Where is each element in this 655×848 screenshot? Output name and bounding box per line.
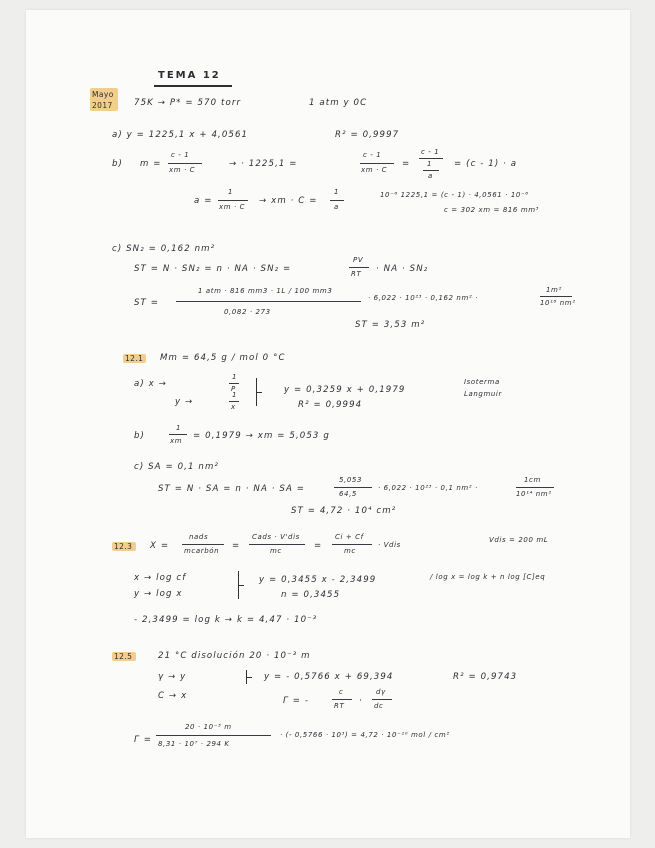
line-st-na: · NA · SN₂ — [376, 264, 429, 274]
frac-num: PV — [353, 256, 364, 264]
exercise-number: 12.1 — [125, 354, 144, 363]
line-a-r2: R² = 0,9997 — [335, 130, 400, 140]
frac-den: mcarbón — [184, 547, 220, 555]
line-xm-result: = 0,1979 → xm = 5,053 g — [193, 431, 330, 441]
frac-bar — [516, 487, 554, 488]
frac-bar — [540, 296, 572, 297]
frac-den: 0,082 · 273 — [224, 308, 271, 316]
line-r2: R² = 0,9994 — [298, 400, 363, 410]
frac-num: 1 — [176, 424, 182, 432]
line-st-sa: ST = N · SA = n · NA · SA = — [158, 484, 306, 494]
frac-num: 1cm — [524, 476, 541, 484]
equals: = — [402, 159, 411, 169]
line-y-log: y → log x — [134, 589, 183, 599]
frac-den: 1 — [427, 160, 433, 168]
line-b-label: b) — [112, 159, 124, 169]
frac-den: a — [334, 203, 339, 211]
frac-num: 1 atm · 816 mm3 · 1L / 100 mm3 — [198, 287, 333, 295]
title-underline — [154, 85, 232, 87]
frac-num: 1 — [232, 373, 238, 381]
line-temp: 21 °C disolución 20 · 10⁻³ m — [158, 651, 311, 661]
line-gibbs-reg: y = - 0,5766 x + 69,394 — [264, 672, 394, 682]
frac-den: RT — [351, 270, 362, 278]
line-gamma-label: Γ = — [134, 735, 153, 745]
line-freundlich-reg: y = 0,3455 x - 2,3499 — [259, 575, 377, 585]
line-n: n = 0,3455 — [281, 590, 341, 600]
line-c-calc: 10⁻⁶ 1225,1 = (c - 1) · 4,0561 · 10⁻⁶ — [380, 191, 529, 199]
line-x-eq: X = — [150, 541, 170, 551]
frac-den: xm · C — [219, 203, 246, 211]
line-b-label: b) — [134, 431, 146, 441]
frac-den: P — [231, 385, 236, 393]
line-conditions: 75K → P* = 570 torr — [134, 98, 242, 108]
frac-den: 64,5 — [339, 490, 357, 498]
frac-bar — [372, 699, 392, 700]
frac-bar — [229, 383, 239, 384]
line-c-result: c = 302 xm = 816 mm³ — [444, 206, 540, 214]
line-pressure: 1 atm y 0C — [309, 98, 368, 108]
frac-bar — [218, 200, 248, 201]
brace — [256, 378, 257, 406]
line-sa: c) SA = 0,1 nm² — [134, 462, 219, 472]
brace — [246, 670, 247, 684]
note-vdis: Vdis = 200 mL — [489, 536, 549, 544]
line-gibbs-r2: R² = 0,9743 — [453, 672, 518, 682]
equals: = — [314, 541, 323, 551]
line-k: - 2,3499 = log k → k = 4,47 · 10⁻³ — [134, 615, 318, 625]
frac-num: c — [339, 688, 344, 696]
line-y-axis: y → — [175, 397, 194, 407]
frac-bar — [229, 401, 239, 402]
frac-num: Cads · V'dis — [252, 533, 300, 541]
line-sa-factors: · 6,022 · 10²³ · 0,1 nm² · — [378, 484, 478, 492]
line-a-eq: a = — [194, 196, 213, 206]
frac-bar — [330, 200, 344, 201]
line-b-result: = (c - 1) · a — [454, 159, 518, 169]
line-gamma-eq: Γ = - — [283, 696, 310, 706]
frac-num: 20 · 10⁻³ m — [185, 723, 232, 731]
frac-den: 10¹⁸ nm² — [540, 299, 576, 307]
frac-bar — [349, 267, 369, 268]
frac-den: xm · C — [169, 166, 196, 174]
frac-num: 5,053 — [339, 476, 363, 484]
line-gamma-result: · (- 0,5766 · 10³) = 4,72 · 10⁻¹⁰ mol / cm² — [280, 731, 450, 739]
frac-den: 8,31 · 10⁷ · 294 K — [158, 740, 230, 748]
frac-den: dc — [374, 702, 384, 710]
frac-bar — [332, 699, 352, 700]
line-x-log: x → log cf — [134, 573, 187, 583]
line-st-factors: · 6,022 · 10²³ · 0,162 nm² · — [368, 294, 478, 302]
frac-bar — [176, 301, 361, 302]
frac-num: 1 — [228, 188, 234, 196]
brace — [238, 571, 239, 599]
frac-num: c - 1 — [171, 151, 190, 159]
line-c-x: C → x — [158, 691, 188, 701]
notebook-page — [26, 10, 630, 838]
frac-num: dγ — [376, 688, 386, 696]
frac-bar — [332, 544, 372, 545]
frac-bar — [249, 544, 305, 545]
line-a-regression: a) y = 1225,1 x + 4,0561 — [112, 130, 249, 140]
frac-den: xm · C — [361, 166, 388, 174]
line-st-eq: ST = N · SN₂ = n · NA · SN₂ = — [134, 264, 292, 274]
frac-den: 10¹⁴ nm² — [516, 490, 552, 498]
frac-den: RT — [334, 702, 345, 710]
line-gamma-y: γ → y — [158, 672, 187, 682]
line-vdis: · Vdis — [378, 541, 401, 549]
line-mm: Mm = 64,5 g / mol 0 °C — [160, 353, 286, 363]
frac-den: x — [231, 403, 236, 411]
date-label: Mayo 2017 — [92, 90, 114, 110]
frac-bar — [182, 544, 224, 545]
frac-bar — [334, 487, 372, 488]
frac-den: a — [428, 172, 433, 180]
frac-num: 1 — [334, 188, 340, 196]
line-regression: y = 0,3259 x + 0,1979 — [284, 385, 406, 395]
frac-bar — [423, 170, 439, 171]
frac-bar — [169, 434, 187, 435]
frac-num: 1 — [232, 391, 238, 399]
exercise-number: 12.3 — [114, 542, 133, 551]
line-st-label: ST = — [134, 298, 160, 308]
frac-bar — [168, 163, 202, 164]
equals: = — [232, 541, 241, 551]
frac-bar — [156, 735, 271, 736]
frac-bar — [360, 163, 394, 164]
frac-bar — [419, 158, 443, 159]
frac-num: c - 1 — [363, 151, 382, 159]
frac-num: 1m² — [546, 286, 562, 294]
note-isotherm: Isoterma — [464, 378, 500, 386]
note-langmuir: Langmuir — [464, 390, 502, 398]
line-c-sn2: c) SN₂ = 0,162 nm² — [112, 244, 216, 254]
line-b-m: m = — [140, 159, 162, 169]
frac-num: nads — [189, 533, 209, 541]
line-x-axis: a) x → — [134, 379, 167, 389]
frac-den: xm — [170, 437, 183, 445]
page-title: TEMA 12 — [158, 70, 221, 81]
frac-num: Ci + Cf — [335, 533, 364, 541]
line-freundlich-eq: / log x = log k + n log [C]eq — [430, 573, 546, 581]
frac-den: mc — [270, 547, 282, 555]
dot: · — [359, 696, 363, 706]
line-st-cm2: ST = 4,72 · 10⁴ cm² — [291, 506, 397, 516]
frac-num: c - 1 — [421, 148, 440, 156]
exercise-number: 12.5 — [114, 652, 133, 661]
line-st-result: ST = 3,53 m² — [355, 320, 426, 330]
frac-den: mc — [344, 547, 356, 555]
line-xmc: → xm · C = — [259, 196, 318, 206]
line-b-eq: → · 1225,1 = — [229, 159, 298, 169]
